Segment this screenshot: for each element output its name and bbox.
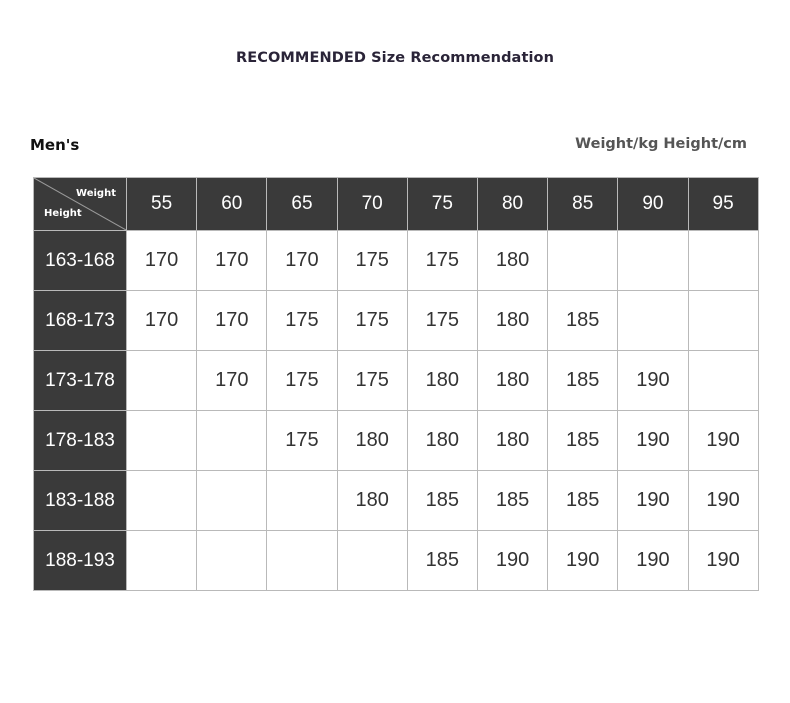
size-cell: 180 bbox=[477, 411, 547, 471]
size-cell: 185 bbox=[548, 471, 618, 531]
size-cell: 185 bbox=[477, 471, 547, 531]
size-cell bbox=[197, 411, 267, 471]
weight-header-85: 85 bbox=[548, 178, 618, 231]
size-cell: 180 bbox=[337, 411, 407, 471]
size-cell: 180 bbox=[337, 471, 407, 531]
size-cell bbox=[548, 231, 618, 291]
size-cell: 175 bbox=[337, 291, 407, 351]
table-row bbox=[34, 411, 759, 471]
size-cell: 180 bbox=[407, 411, 477, 471]
size-cell: 170 bbox=[127, 291, 197, 351]
height-header-cell: 168-173 bbox=[34, 291, 127, 351]
size-cell bbox=[688, 291, 758, 351]
size-cell bbox=[337, 531, 407, 591]
size-cell: 175 bbox=[337, 351, 407, 411]
size-cell bbox=[197, 471, 267, 531]
size-chart-table bbox=[33, 177, 759, 591]
size-cell: 170 bbox=[267, 231, 337, 291]
weight-header-70: 70 bbox=[337, 178, 407, 231]
size-cell bbox=[127, 351, 197, 411]
size-cell: 185 bbox=[407, 471, 477, 531]
diagonal-divider bbox=[34, 178, 126, 230]
size-cell: 170 bbox=[197, 291, 267, 351]
size-cell: 190 bbox=[618, 411, 688, 471]
size-cell bbox=[618, 291, 688, 351]
size-cell bbox=[688, 231, 758, 291]
size-cell: 175 bbox=[267, 291, 337, 351]
size-cell: 180 bbox=[477, 351, 547, 411]
corner-height-label: Height bbox=[44, 208, 82, 219]
table-row bbox=[34, 351, 759, 411]
size-cell: 175 bbox=[267, 411, 337, 471]
table-row bbox=[34, 231, 759, 291]
size-cell: 185 bbox=[548, 351, 618, 411]
weight-header-60: 60 bbox=[197, 178, 267, 231]
height-header-cell: 163-168 bbox=[34, 231, 127, 291]
weight-header-95: 95 bbox=[688, 178, 758, 231]
size-cell bbox=[197, 531, 267, 591]
size-cell: 175 bbox=[337, 231, 407, 291]
size-cell: 170 bbox=[127, 231, 197, 291]
weight-header-55: 55 bbox=[127, 178, 197, 231]
size-cell: 185 bbox=[407, 531, 477, 591]
size-cell: 190 bbox=[688, 471, 758, 531]
height-header-cell: 188-193 bbox=[34, 531, 127, 591]
size-cell: 180 bbox=[407, 351, 477, 411]
size-cell: 180 bbox=[477, 291, 547, 351]
height-header-cell: 178-183 bbox=[34, 411, 127, 471]
size-cell: 180 bbox=[477, 231, 547, 291]
units-label: Weight/kg Height/cm bbox=[575, 136, 747, 152]
table-row bbox=[34, 531, 759, 591]
size-cell: 190 bbox=[477, 531, 547, 591]
size-cell bbox=[267, 531, 337, 591]
height-header-cell: 183-188 bbox=[34, 471, 127, 531]
size-cell: 190 bbox=[688, 531, 758, 591]
size-cell bbox=[127, 411, 197, 471]
height-header-cell: 173-178 bbox=[34, 351, 127, 411]
table-row bbox=[34, 291, 759, 351]
size-cell bbox=[127, 531, 197, 591]
weight-header-65: 65 bbox=[267, 178, 337, 231]
size-cell: 185 bbox=[548, 291, 618, 351]
section-label-mens: Men's bbox=[30, 136, 80, 154]
size-cell: 190 bbox=[548, 531, 618, 591]
table-body bbox=[34, 231, 759, 591]
size-cell bbox=[267, 471, 337, 531]
size-cell: 175 bbox=[267, 351, 337, 411]
table-row bbox=[34, 471, 759, 531]
size-cell: 170 bbox=[197, 231, 267, 291]
size-cell bbox=[127, 471, 197, 531]
size-cell: 190 bbox=[618, 531, 688, 591]
size-cell bbox=[688, 351, 758, 411]
page-title: RECOMMENDED Size Recommendation bbox=[235, 50, 555, 66]
table-header-row bbox=[34, 178, 759, 231]
size-cell bbox=[618, 231, 688, 291]
size-cell: 175 bbox=[407, 231, 477, 291]
corner-header-cell bbox=[34, 178, 127, 231]
size-cell: 185 bbox=[548, 411, 618, 471]
weight-header-90: 90 bbox=[618, 178, 688, 231]
size-cell: 190 bbox=[618, 471, 688, 531]
corner-weight-label: Weight bbox=[76, 188, 116, 199]
weight-header-80: 80 bbox=[477, 178, 547, 231]
size-cell: 170 bbox=[197, 351, 267, 411]
size-cell: 190 bbox=[688, 411, 758, 471]
size-cell: 175 bbox=[407, 291, 477, 351]
size-cell: 190 bbox=[618, 351, 688, 411]
weight-header-75: 75 bbox=[407, 178, 477, 231]
